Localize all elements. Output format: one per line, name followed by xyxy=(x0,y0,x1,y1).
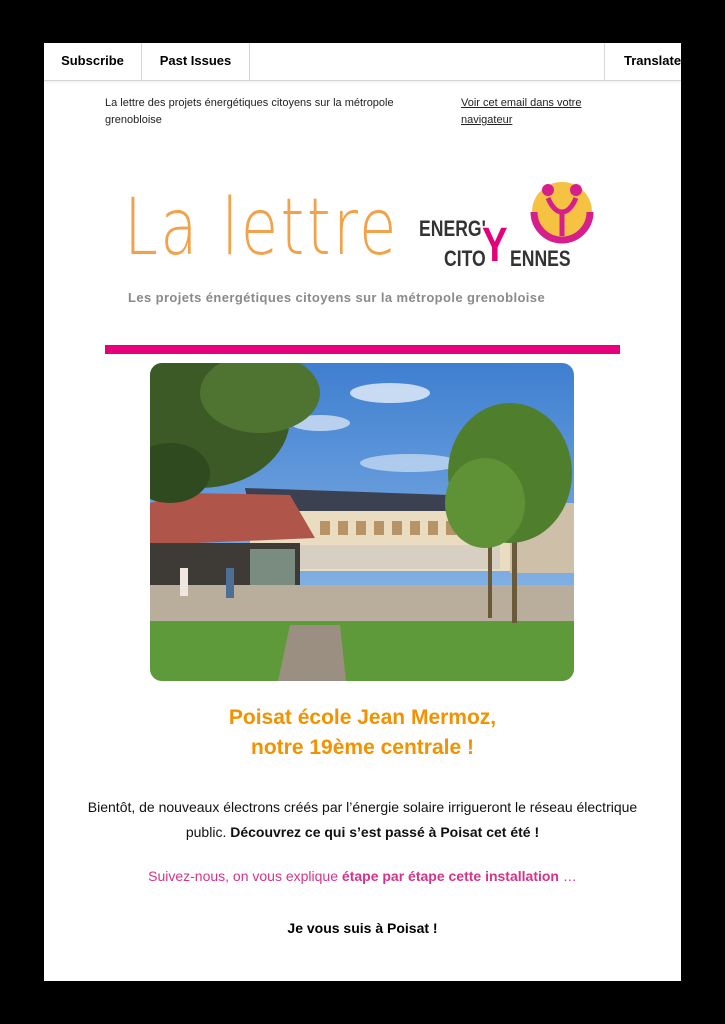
follow-paragraph xyxy=(44,865,681,887)
intro-text: Bientôt, de nouveaux électrons créés par l’énergie solaire irrigueront le réseau électrique public. xyxy=(87,799,638,840)
headline-line-1: Poisat école Jean Mermoz, xyxy=(228,706,497,729)
logo-energ: ENERG' xyxy=(419,216,486,241)
logo-cito: CITO xyxy=(444,246,486,271)
citizen-emblem-icon xyxy=(524,178,596,244)
intro-paragraph xyxy=(84,795,641,845)
translate-button[interactable]: Translate xyxy=(604,43,681,80)
follow-bold-text: étape par étape cette installation xyxy=(341,868,559,884)
article-headline xyxy=(44,703,681,763)
email-page xyxy=(44,43,681,981)
newsletter-logo xyxy=(124,178,604,318)
school-photo xyxy=(150,363,574,681)
logo-tagline: Les projets énergétiques citoyens sur la métropole grenobloise xyxy=(128,290,546,305)
pink-divider xyxy=(105,345,620,354)
view-in-browser-link[interactable]: Voir cet email dans votre navigateur xyxy=(461,97,582,126)
intro-bold-text: Découvrez ce qui s’est passé à Poisat cet été ! xyxy=(230,824,540,840)
follow-poisat-link[interactable]: Je vous suis à Poisat ! xyxy=(287,920,438,936)
past-issues-link[interactable]: Past Issues xyxy=(142,43,250,80)
follow-ellipsis: … xyxy=(558,868,577,884)
preheader-text: La lettre des projets énergétiques citoyens sur la métropole grenobloise xyxy=(105,97,394,126)
logo-ennes: ENNES xyxy=(510,246,571,271)
logo-y: Y xyxy=(482,219,508,272)
follow-text: Suivez-nous, on vous explique xyxy=(148,868,342,884)
top-nav-bar xyxy=(44,43,681,81)
subscribe-link[interactable]: Subscribe xyxy=(44,43,142,80)
logo-title: La lettre xyxy=(124,183,399,273)
headline-line-2: notre 19ème centrale ! xyxy=(251,736,474,759)
